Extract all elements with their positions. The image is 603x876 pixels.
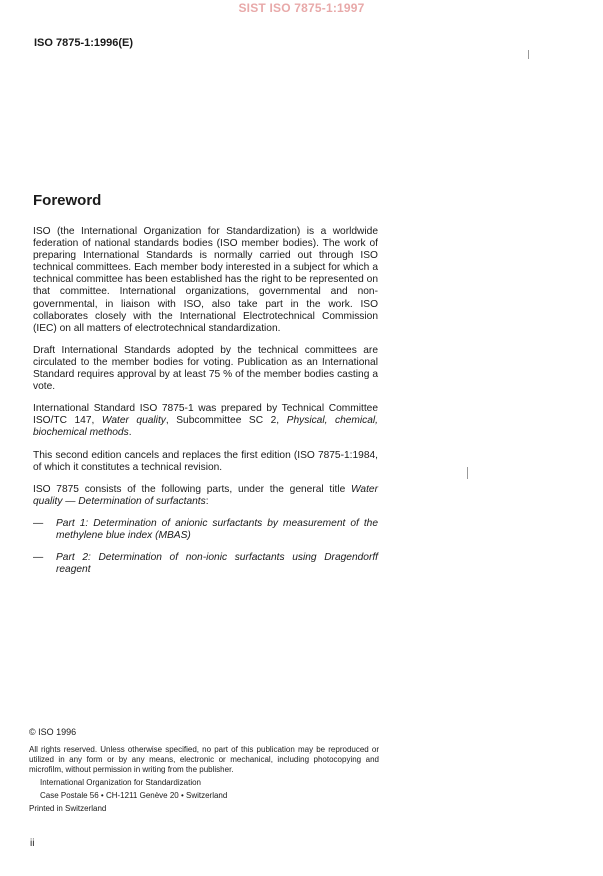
printed-in: Printed in Switzerland	[29, 804, 107, 813]
part-1-title: Part 1: Determination of anionic surfactants by measurement of the methylene blue index (MBAS)	[56, 517, 378, 541]
page-title: Foreword	[33, 192, 102, 209]
watermark: SIST ISO 7875-1:1997	[238, 1, 365, 15]
foreword-body	[33, 226, 378, 586]
committee-title: Water quality	[101, 415, 166, 427]
part-2-title: Part 2: Determination of non-ionic surfactants using Dragendorff reagent	[56, 552, 378, 576]
parts-intro-colon: :	[205, 495, 209, 507]
general-title: Water quality — Determination of surfactants	[33, 483, 378, 507]
organization-address: Case Postale 56 • CH-1211 Genève 20 • Switzerland	[40, 791, 228, 800]
paragraph-preparation	[33, 403, 378, 439]
paragraph-parts-intro	[33, 484, 378, 508]
document-id: ISO 7875-1:1996(E)	[34, 37, 134, 49]
paragraph-iso-intro: ISO (the International Organization for Standardization) is a worldwide federation of national standards bodies (ISO member bodies). The work of preparing International Standards is normally carried out through ISO technical committees. Each member body interested in a subject for which a technical committee has been established has the right to be represented on that committee. International organizations, governmental and non-governmental, in liaison with ISO, also take part in the work. ISO collaborates closely with the International Electrotechnical Commission (IEC) on all matters of electrotechnical standardization.	[33, 226, 378, 334]
page-number: ii	[30, 838, 35, 849]
dash-bullet: —	[33, 517, 44, 529]
scan-mark	[528, 50, 529, 59]
preparation-text-1: International Standard ISO 7875-1 was prepared by Technical Committee ISO/TC 147,	[33, 403, 378, 427]
preparation-text-2: , Subcommittee SC 2,	[165, 415, 287, 427]
copyright-line: © ISO 1996	[29, 727, 77, 737]
rights-notice: All rights reserved. Unless otherwise specified, no part of this publication may be reproduced or utilized in any form or by any means, electronic or mechanical, including photocopying and microfilm, without permission in writing from the publisher.	[29, 745, 379, 774]
preparation-text-3: .	[128, 427, 132, 439]
dash-bullet: —	[33, 552, 44, 564]
scan-mark	[467, 467, 468, 479]
copyright-block	[29, 727, 379, 814]
organization-name: International Organization for Standardization	[40, 778, 201, 787]
paragraph-draft-standards: Draft International Standards adopted by the technical committees are circulated to the member bodies for voting. Publication as an International Standard requires approval by at least 75 % of the member bodies casting a vote.	[33, 344, 378, 393]
list-item-part-1	[33, 518, 378, 542]
list-item-part-2	[33, 552, 378, 576]
parts-intro-text: ISO 7875 consists of the following parts, under the general title	[33, 483, 351, 495]
subcommittee-title: Physical, chemical, biochemical methods	[33, 415, 379, 439]
paragraph-edition: This second edition cancels and replaces the first edition (ISO 7875-1:1984, of which it constitutes a technical revision.	[33, 449, 378, 473]
